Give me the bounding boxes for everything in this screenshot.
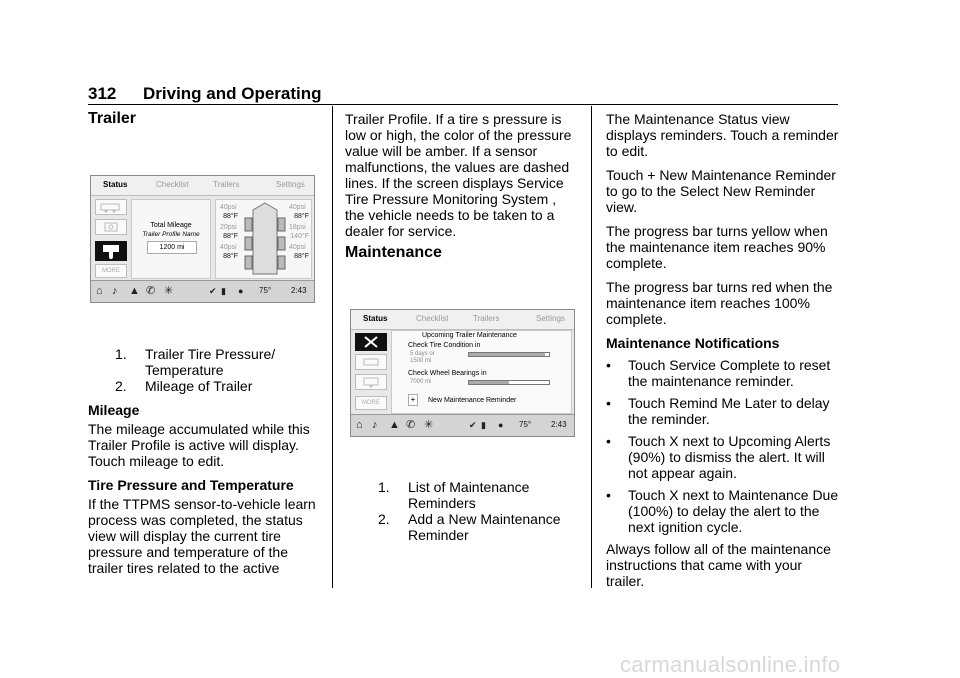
- reminder-1-progress: [468, 352, 550, 357]
- tools-icon: [356, 334, 386, 350]
- tab-status[interactable]: Status: [103, 180, 128, 189]
- page-number: 312: [88, 84, 117, 103]
- location-icon: ●: [238, 286, 244, 296]
- tire-pressure-text: If the TTPMS sensor-to-vehicle learn process was completed, the status view will display the current tire pressure and temperature of the trailer tires related to the active: [88, 496, 316, 576]
- page-title: Driving and Operating: [143, 84, 322, 103]
- tire-lm-psi: 20psi: [220, 224, 237, 231]
- reminder-1-title[interactable]: Check Tire Condition in: [408, 342, 481, 349]
- tire-rm-psi: 18psi: [289, 224, 306, 231]
- tire-lm-temp: 88°F: [223, 233, 238, 240]
- trailer-icon: [96, 200, 126, 214]
- tab-status[interactable]: Status: [363, 314, 388, 323]
- tire-panel: [215, 199, 312, 279]
- new-maintenance-reminder-button[interactable]: New Maintenance Reminder: [428, 397, 517, 404]
- mileage-section: [88, 402, 323, 584]
- trailer-tire-icon: [356, 375, 386, 389]
- outside-temp: 75°: [519, 420, 532, 429]
- tab-settings[interactable]: Settings: [276, 180, 305, 189]
- screen-tabs: [91, 176, 314, 196]
- more-button[interactable]: MORE: [355, 396, 387, 410]
- reminder-2-progress: [468, 380, 550, 385]
- tire-lr-psi: 40psi: [220, 244, 237, 251]
- notifications-list: [606, 357, 841, 535]
- signal-icon: ▮: [481, 420, 486, 430]
- column-divider-2: [591, 106, 592, 588]
- mileage-panel[interactable]: [131, 199, 211, 279]
- trailer-wrench-icon: [96, 220, 126, 234]
- home-icon[interactable]: ⌂: [356, 419, 363, 431]
- clock: 2:43: [291, 286, 307, 295]
- add-reminder-plus[interactable]: +: [408, 394, 418, 406]
- trailer-profile-name: Trailer Profile Name: [142, 231, 200, 238]
- trailer-profile-button[interactable]: [355, 354, 387, 370]
- trailer-icon: [356, 355, 386, 369]
- reminder-2-miles: 7000 mi: [410, 379, 432, 385]
- audio-icon[interactable]: ♪: [372, 419, 378, 431]
- paragraph: Always follow all of the maintenance instructions that came with your trailer.: [606, 541, 831, 589]
- signal-icon: ▮: [221, 286, 226, 296]
- mileage-text: The mileage accumulated while this Trailer Profile is active will display. Touch mileage to edit.: [88, 421, 310, 469]
- trailer-tire-icon: [96, 242, 126, 260]
- tire-pressure-heading: Tire Pressure and Temperature: [88, 477, 294, 493]
- watermark: carmanualsonline.info: [620, 652, 841, 677]
- tire-rr-psi: 40psi: [289, 244, 306, 251]
- tab-settings[interactable]: Settings: [536, 314, 565, 323]
- tire-lr-temp: 88°F: [223, 253, 238, 260]
- notifications-heading: Maintenance Notifications: [606, 335, 780, 351]
- maintenance-status-screen: [350, 309, 575, 437]
- connectivity-icon: ✔: [209, 286, 217, 296]
- trailer-status-screen: [90, 175, 315, 303]
- tire-rf-temp: 88°F: [294, 213, 309, 220]
- clock: 2:43: [551, 420, 567, 429]
- navigation-icon[interactable]: ▲: [129, 285, 140, 297]
- trailer-profile-button[interactable]: [95, 199, 127, 215]
- audio-icon[interactable]: ♪: [112, 285, 118, 297]
- climate-icon[interactable]: ✳: [164, 285, 174, 297]
- maintenance-text: [606, 111, 841, 597]
- maintenance-button[interactable]: [355, 333, 387, 351]
- maintenance-button[interactable]: [95, 219, 127, 235]
- paragraph: Touch + New Maintenance Reminder to go to the Select New Reminder view.: [606, 167, 836, 215]
- list-item: • Touch Service Complete to reset the maintenance reminder.: [606, 357, 831, 389]
- tab-checklist[interactable]: Checklist: [156, 180, 189, 189]
- more-button[interactable]: MORE: [95, 264, 127, 278]
- phone-icon[interactable]: ✆: [146, 285, 156, 297]
- outside-temp: 75°: [259, 286, 272, 295]
- list-item: • Touch Remind Me Later to delay the reminder.: [606, 395, 830, 427]
- connectivity-icon: ✔: [469, 420, 477, 430]
- paragraph: The Maintenance Status view displays reminders. Touch a reminder to edit.: [606, 111, 839, 159]
- location-icon: ●: [498, 420, 504, 430]
- maintenance-list-title: Upcoming Trailer Maintenance: [422, 332, 517, 339]
- tab-trailers[interactable]: Trailers: [473, 314, 500, 323]
- reminder-1-days: 5 days or: [410, 351, 435, 357]
- list-item: • Touch X next to Maintenance Due (100%) to delay the alert to the next ignition cycle.: [606, 487, 839, 535]
- reminder-1-miles: 1500 mi: [410, 358, 432, 364]
- trailer-callouts: [115, 346, 325, 394]
- tire-rf-psi: 40psi: [289, 204, 306, 211]
- callout-item: 2. Mileage of Trailer: [115, 378, 253, 394]
- mileage-heading: Mileage: [88, 402, 140, 418]
- navigation-icon[interactable]: ▲: [389, 419, 400, 431]
- climate-icon[interactable]: ✳: [424, 419, 434, 431]
- tire-rm-temp: 140°F: [290, 233, 309, 240]
- maintenance-heading: Maintenance: [345, 244, 442, 261]
- status-bar: [91, 280, 314, 302]
- screen-tabs: [351, 310, 574, 330]
- maintenance-callouts: [378, 479, 583, 543]
- home-icon[interactable]: ⌂: [96, 285, 103, 297]
- paragraph: The progress bar turns red when the maintenance item reaches 100% complete.: [606, 279, 833, 327]
- callout-item: 2. Add a New Maintenance Reminder: [378, 511, 561, 543]
- header-rule: [88, 104, 838, 105]
- tab-checklist[interactable]: Checklist: [416, 314, 449, 323]
- tab-trailers[interactable]: Trailers: [213, 180, 240, 189]
- column-divider-1: [332, 106, 333, 588]
- tire-lf-temp: 88°F: [223, 213, 238, 220]
- callout-item: 1. Trailer Tire Pressure/ Temperature: [115, 346, 276, 378]
- callout-item: 1. List of Maintenance Reminders: [378, 479, 530, 511]
- maintenance-list: [391, 330, 572, 414]
- tire-rr-temp: 88°F: [294, 253, 309, 260]
- phone-icon[interactable]: ✆: [406, 419, 416, 431]
- trailer-diagram: [243, 202, 287, 276]
- tire-pressure-continued: Trailer Profile. If a tire s pressure is low or high, the color of the pressure value will be amber. If a sensor malfunctions, the values are dashed lines. If the screen displays Service Tire Pressure Monitoring System , the vehicle needs to be taken to a dealer for service.: [345, 111, 572, 239]
- tire-lf-psi: 40psi: [220, 204, 237, 211]
- trailer-heading: Trailer: [88, 110, 137, 127]
- tire-status-button[interactable]: [95, 241, 127, 261]
- reminder-2-title[interactable]: Check Wheel Bearings in: [408, 370, 487, 377]
- mileage-title: Total Mileage: [150, 222, 192, 229]
- status-bar: [351, 414, 574, 436]
- paragraph: The progress bar turns yellow when the maintenance item reaches 90% complete.: [606, 223, 828, 271]
- list-item: • Touch X next to Upcoming Alerts (90%) to dismiss the alert. It will not appear again.: [606, 433, 831, 481]
- tire-status-button[interactable]: [355, 374, 387, 390]
- mileage-value[interactable]: 1200 mi: [147, 241, 197, 254]
